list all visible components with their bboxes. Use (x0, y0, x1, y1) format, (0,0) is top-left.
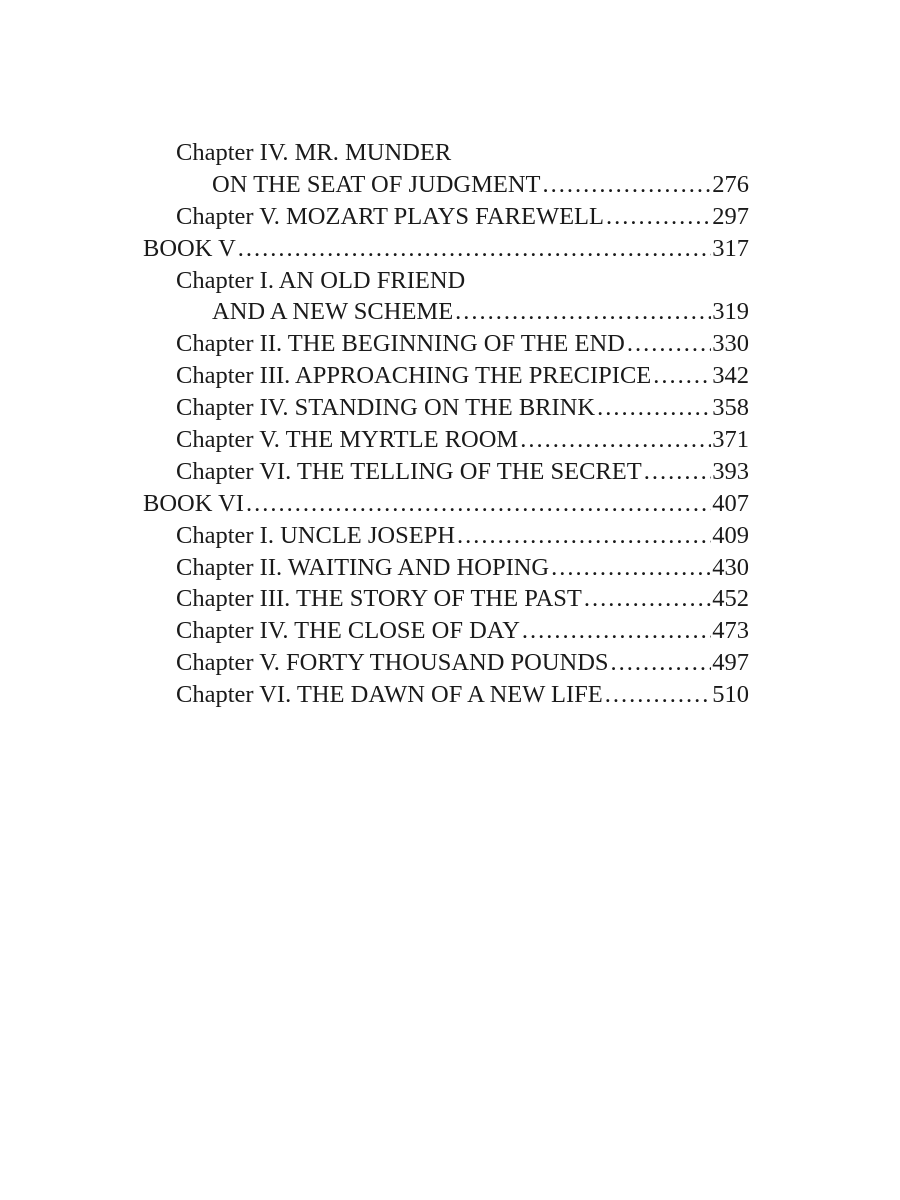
toc-entry-label: Chapter I. UNCLE JOSEPH (176, 521, 456, 549)
toc-entry-label: Chapter VI. THE TELLING OF THE SECRET (176, 457, 642, 485)
toc-entry-page: 510 (712, 681, 749, 709)
leader-dots (584, 583, 711, 615)
toc-entry-page: 297 (712, 202, 749, 230)
toc-entry-page: 330 (712, 330, 749, 358)
toc-entry-label: AND A NEW SCHEME (212, 298, 454, 326)
toc-entry (143, 615, 749, 647)
toc-entry (143, 137, 749, 169)
leader-dots (606, 201, 711, 233)
toc-entry (143, 328, 749, 360)
toc-entry-page: 407 (712, 489, 749, 517)
leader-dots (653, 360, 711, 392)
toc-entry (143, 296, 749, 328)
table-of-contents (143, 137, 749, 711)
toc-entry (143, 360, 749, 392)
toc-entry (143, 265, 749, 297)
toc-entry-page: 430 (712, 553, 749, 581)
toc-entry-label: Chapter IV. MR. MUNDER (176, 139, 452, 166)
toc-entry-page: 317 (712, 234, 749, 262)
toc-entry-page: 409 (712, 521, 749, 549)
toc-entry (143, 233, 749, 265)
leader-dots (627, 328, 711, 360)
toc-entry (143, 647, 749, 679)
toc-entry-page: 276 (712, 170, 749, 198)
leader-dots (520, 424, 711, 456)
leader-dots (543, 169, 712, 201)
toc-entry-label: Chapter II. WAITING AND HOPING (176, 553, 550, 581)
toc-entry-label: Chapter V. THE MYRTLE ROOM (176, 426, 519, 454)
toc-entry-label: Chapter I. AN OLD FRIEND (176, 266, 466, 294)
toc-entry (143, 424, 749, 456)
toc-entry-page: 358 (712, 394, 749, 422)
leader-dots (246, 488, 711, 520)
leader-dots (605, 679, 711, 711)
toc-entry (143, 169, 749, 201)
toc-entry (143, 520, 749, 552)
toc-entry-label: Chapter VI. THE DAWN OF A NEW LIFE (176, 681, 603, 709)
leader-dots (551, 552, 711, 584)
toc-entry (143, 583, 749, 615)
toc-entry-label: Chapter V. MOZART PLAYS FAREWELL (176, 202, 604, 230)
toc-entry-label: Chapter IV. STANDING ON THE BRINK (176, 394, 596, 422)
toc-entry-page: 497 (712, 649, 749, 677)
toc-entry-label: Chapter III. APPROACHING THE PRECIPICE (176, 362, 652, 390)
toc-entry-page: 393 (712, 457, 749, 485)
toc-entry-label: Chapter II. THE BEGINNING OF THE END (176, 330, 625, 358)
leader-dots (457, 520, 711, 552)
leader-dots (455, 296, 711, 328)
toc-entry-label: BOOK VI (143, 489, 244, 517)
toc-entry-page: 342 (712, 362, 749, 390)
toc-entry-label: ON THE SEAT OF JUDGMENT (212, 170, 541, 198)
leader-dots (611, 647, 712, 679)
toc-entry-page: 319 (712, 298, 749, 326)
toc-entry (143, 679, 749, 711)
toc-entry-page: 473 (712, 617, 749, 645)
toc-entry-page: 452 (712, 585, 749, 613)
toc-entry (143, 456, 749, 488)
toc-entry (143, 552, 749, 584)
toc-entry-label: Chapter III. THE STORY OF THE PAST (176, 585, 582, 613)
toc-entry-label: BOOK V (143, 234, 236, 262)
toc-entry-page: 371 (712, 426, 749, 454)
leader-dots (597, 392, 711, 424)
toc-entry-label: Chapter IV. THE CLOSE OF DAY (176, 617, 520, 645)
toc-entry (143, 201, 749, 233)
leader-dots (238, 233, 711, 265)
toc-entry-label: Chapter V. FORTY THOUSAND POUNDS (176, 649, 609, 677)
leader-dots (522, 615, 711, 647)
leader-dots (644, 456, 712, 488)
toc-entry (143, 488, 749, 520)
toc-entry (143, 392, 749, 424)
